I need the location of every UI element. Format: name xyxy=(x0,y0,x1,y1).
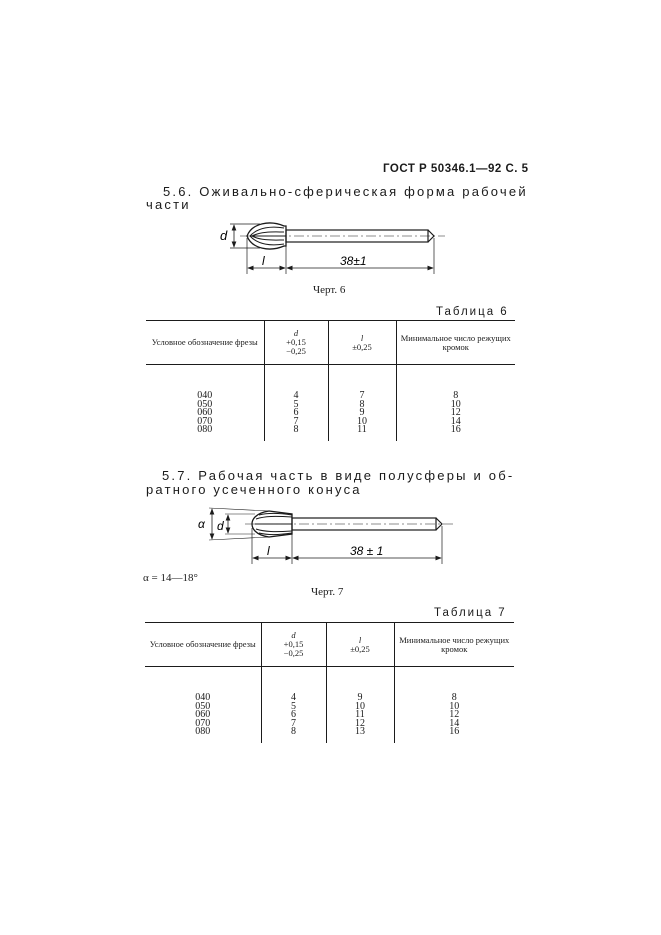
col-header-min-edges: Минимальное число режущих кромок xyxy=(396,321,515,365)
cell: 12 xyxy=(394,711,514,720)
cell: 8 xyxy=(264,426,328,441)
col-d-symbol: d xyxy=(291,630,296,640)
cell: 080 xyxy=(197,424,213,435)
cell: 14 xyxy=(394,720,514,729)
cell: 9 xyxy=(328,409,396,418)
cell: 7 xyxy=(261,720,326,729)
cell: 7 xyxy=(328,365,396,401)
cell: 070 xyxy=(195,717,211,729)
drawing-7 xyxy=(195,500,460,566)
dim-length-label: 38 ± 1 xyxy=(350,544,384,558)
table-row xyxy=(145,667,514,703)
col-l-symbol: l xyxy=(360,332,364,343)
col-header-designation: Условное обозначение фрезы xyxy=(149,639,256,649)
figure-6-caption: Черт. 6 xyxy=(313,284,346,296)
col-d-tol-bottom: −0,25 xyxy=(283,648,304,658)
cell: 8 xyxy=(396,365,515,401)
page-header: ГОСТ Р 50346.1—92 С. 5 xyxy=(383,163,529,175)
cell: 7 xyxy=(264,418,328,427)
section-5-6-heading-cont: части xyxy=(146,197,191,212)
cell: 9 xyxy=(326,667,394,703)
col-header-d xyxy=(264,321,328,365)
cell: 10 xyxy=(328,418,396,427)
section-5-6-heading: 5.6. Оживально-сферическая форма рабочей xyxy=(163,184,528,199)
dim-alpha-label: α xyxy=(198,517,205,531)
cell: 16 xyxy=(396,426,515,441)
dim-d-label: d xyxy=(220,228,228,243)
cell: 14 xyxy=(396,418,515,427)
table-6-label: Таблица 6 xyxy=(436,306,509,318)
cell: 050 xyxy=(195,700,211,712)
cell: 8 xyxy=(261,728,326,743)
dim-l-label: l xyxy=(267,544,270,558)
cell: 6 xyxy=(264,409,328,418)
table-row xyxy=(145,728,514,743)
cell: 060 xyxy=(195,709,211,720)
col-header-designation: Условное обозначение фрезы xyxy=(151,337,258,347)
cell: 12 xyxy=(326,720,394,729)
cell: 10 xyxy=(326,703,394,712)
cell: 8 xyxy=(394,667,514,703)
col-d-tol-top: +0,15 xyxy=(286,337,306,347)
cell: 4 xyxy=(261,667,326,703)
cell: 16 xyxy=(394,728,514,743)
table-row xyxy=(146,365,515,401)
cell: 10 xyxy=(396,401,515,410)
section-5-7-heading-cont: ратного усеченного конуса xyxy=(146,482,362,497)
alpha-range-note: α = 14—18° xyxy=(143,572,198,584)
cell: 050 xyxy=(197,398,213,410)
drawing-6 xyxy=(200,212,460,277)
cell: 8 xyxy=(328,401,396,410)
cell: 12 xyxy=(396,409,515,418)
col-l-tol: ±0,25 xyxy=(350,643,370,654)
col-d-symbol: d xyxy=(293,328,299,338)
table-7-label: Таблица 7 xyxy=(434,607,507,619)
cell: 10 xyxy=(394,703,514,712)
cell: 6 xyxy=(261,711,326,720)
cell: 080 xyxy=(195,726,211,737)
section-5-7-heading: 5.7. Рабочая часть в виде полусферы и об- xyxy=(162,468,515,483)
dim-l-label: l xyxy=(262,254,265,268)
cell: 4 xyxy=(264,365,328,401)
col-d-tol-top: +0,15 xyxy=(283,639,304,649)
cell: 11 xyxy=(326,711,394,720)
table-7-body xyxy=(145,667,514,743)
col-l-tol: ±0,25 xyxy=(352,341,372,352)
cell: 060 xyxy=(197,407,213,418)
table-row xyxy=(146,426,515,441)
cell: 070 xyxy=(197,415,213,427)
table-7 xyxy=(145,622,514,743)
cell: 13 xyxy=(326,728,394,743)
dim-length-label: 38±1 xyxy=(340,254,367,268)
cell: 5 xyxy=(261,703,326,712)
col-d-tol-bottom: −0,25 xyxy=(286,346,306,356)
table-6 xyxy=(146,320,515,441)
col-header-min-edges: Минимальное число режущих кромок xyxy=(394,623,514,667)
col-header-d xyxy=(261,623,326,667)
cell: 040 xyxy=(197,390,213,401)
col-l-symbol: l xyxy=(358,634,362,645)
cell: 11 xyxy=(328,426,396,441)
cell: 040 xyxy=(195,692,211,703)
dim-d-label: d xyxy=(217,519,224,533)
col-header-l xyxy=(328,321,396,365)
table-6-body xyxy=(146,365,515,441)
figure-7-caption: Черт. 7 xyxy=(311,586,344,598)
col-header-l xyxy=(326,623,394,667)
cell: 5 xyxy=(264,401,328,410)
